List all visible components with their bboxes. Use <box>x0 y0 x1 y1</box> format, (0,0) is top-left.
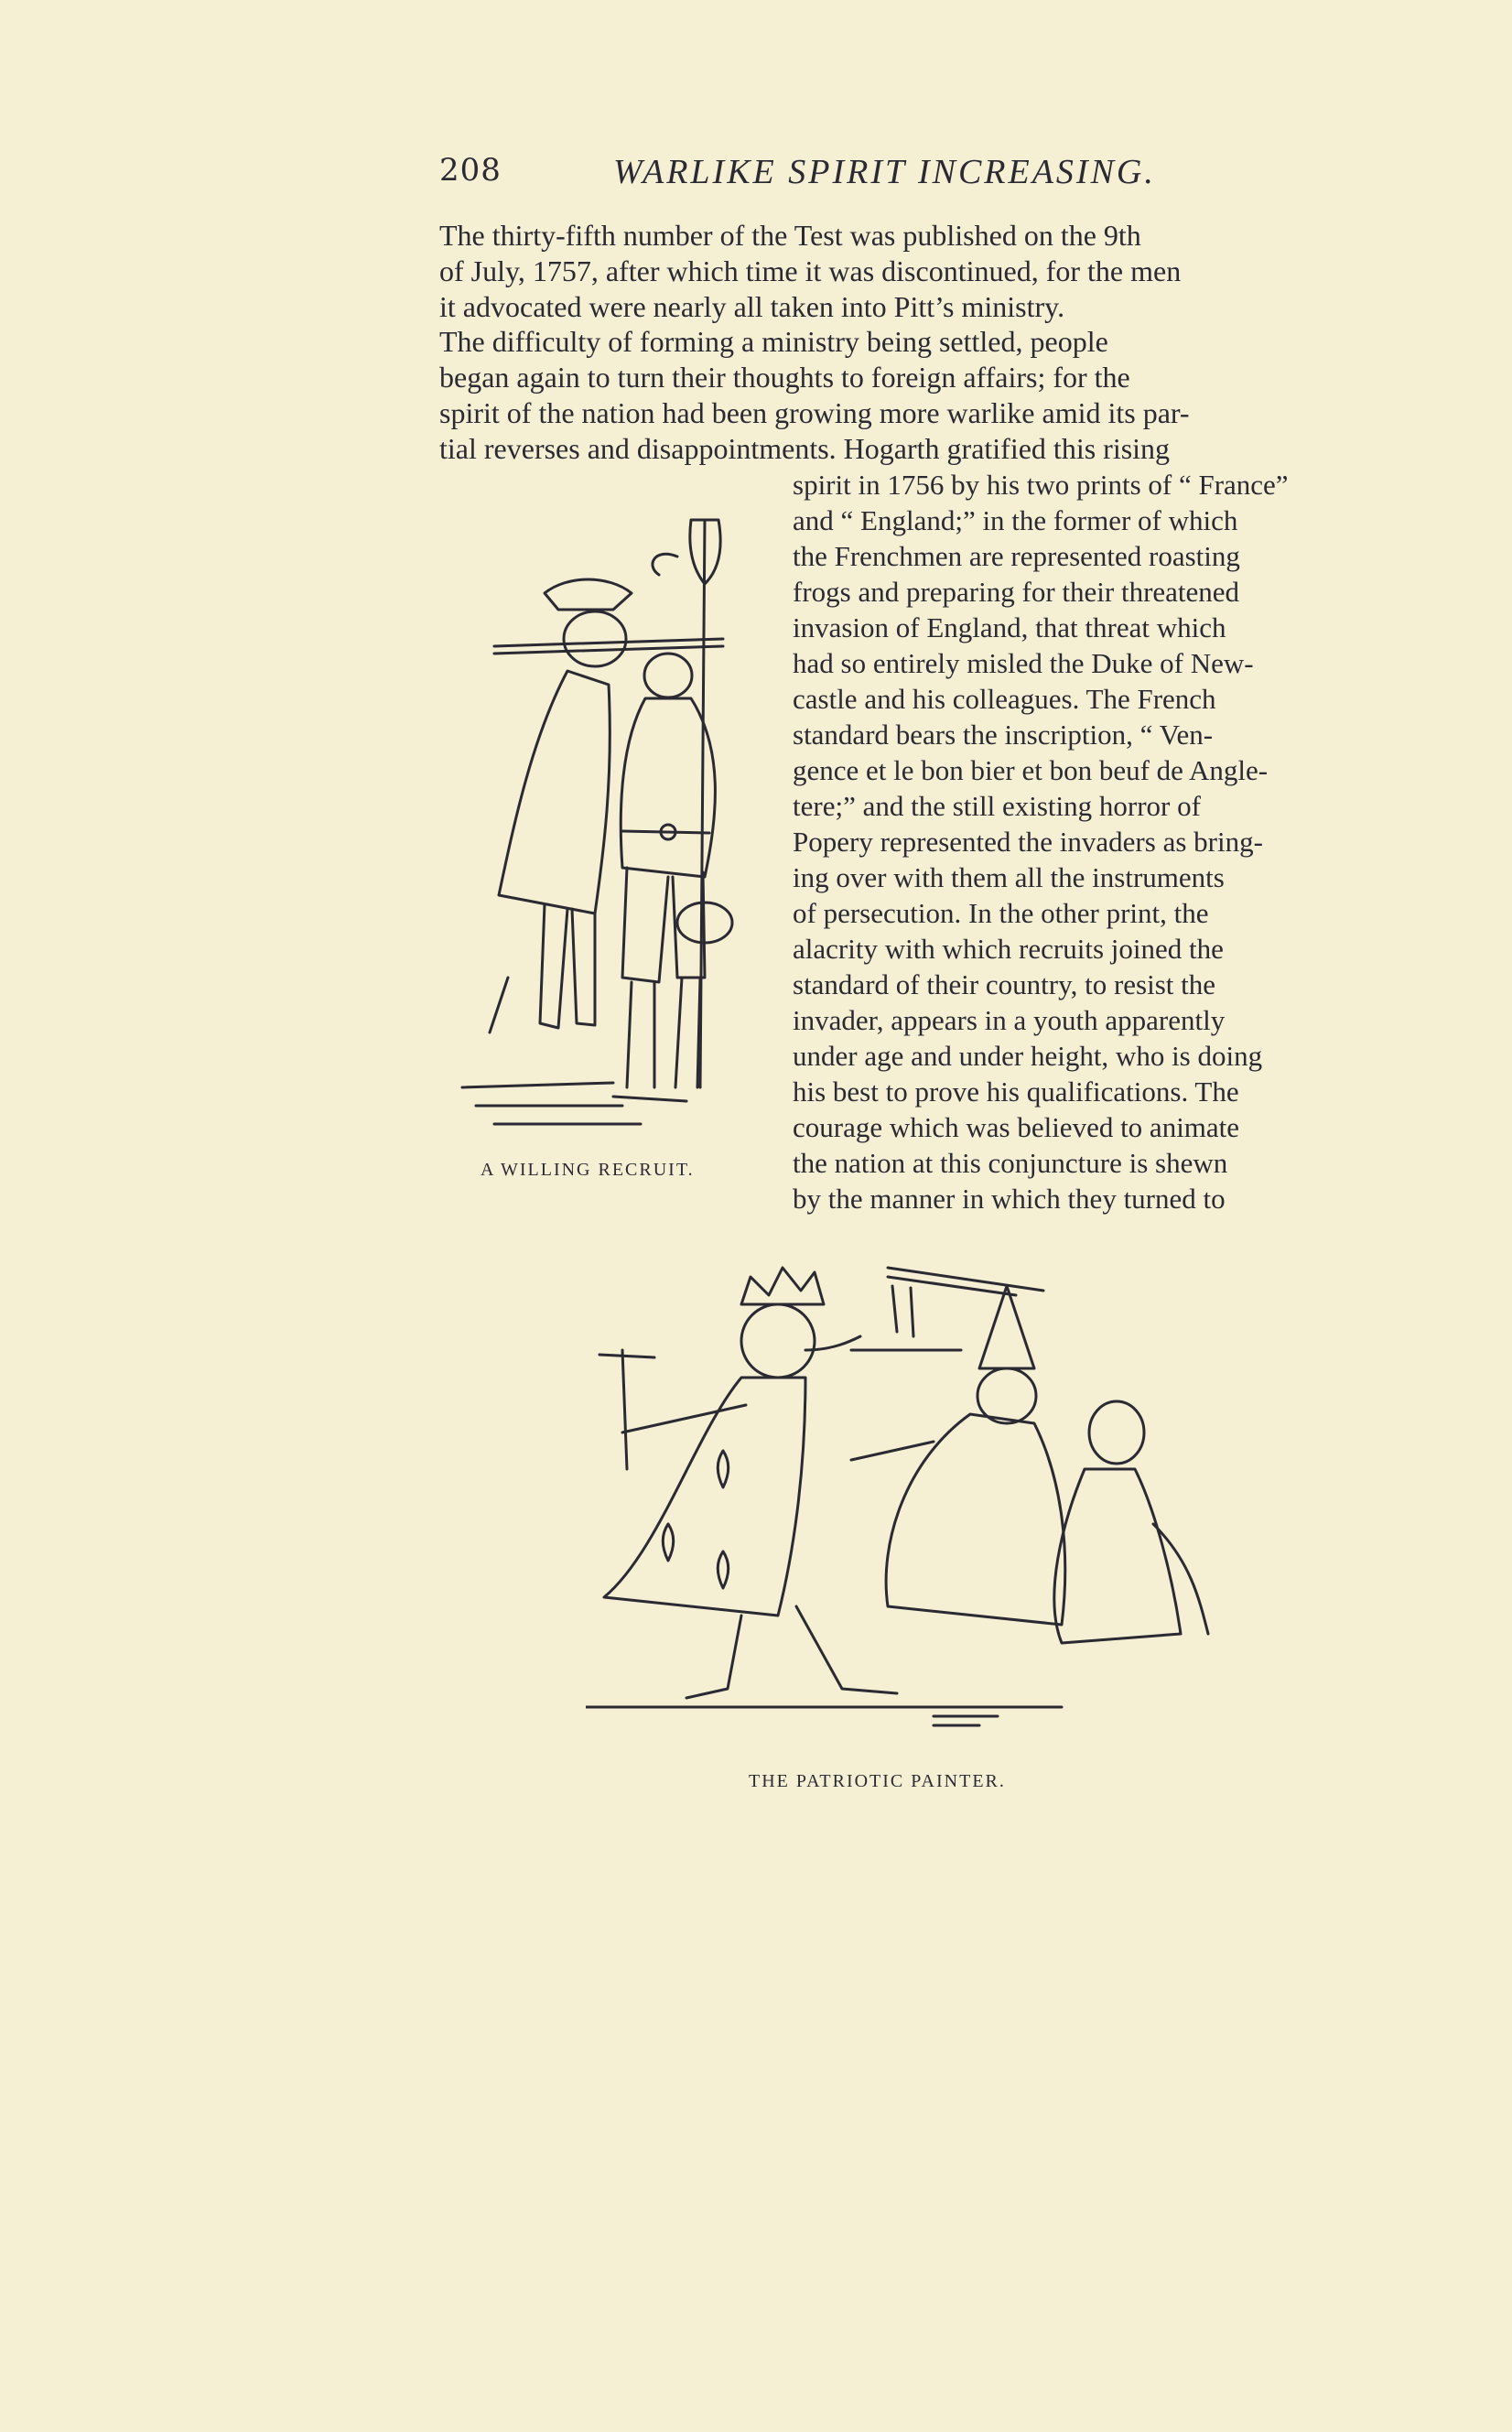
text-line: under age and under height, who is doing <box>793 1040 1263 1072</box>
text-line: invasion of England, that threat which <box>793 611 1226 643</box>
paragraph-2 <box>439 324 1391 467</box>
figure-caption: A WILLING RECRUIT. <box>481 1160 695 1180</box>
text-line: alacrity with which recruits joined the <box>793 933 1224 965</box>
text-line: by the manner in which they turned to <box>793 1183 1226 1215</box>
text-line: Popery represented the invaders as bring- <box>793 826 1263 858</box>
text-line: and “ England;” in the former of which <box>793 504 1238 536</box>
text-line: castle and his colleagues. The French <box>793 683 1216 715</box>
text-line: tere;” and the still existing horror of <box>793 790 1201 822</box>
text-line: the nation at this conjuncture is shewn <box>793 1147 1228 1179</box>
text-line: The difficulty of forming a ministry being settled, people <box>439 325 1108 358</box>
text-line: frogs and preparing for their threatened <box>793 576 1240 608</box>
text-line: ing over with them all the instruments <box>793 861 1225 893</box>
text-line: had so entirely misled the Duke of New- <box>793 647 1254 679</box>
text-line: began again to turn their thoughts to foreign affairs; for the <box>439 361 1130 394</box>
text-line: standard of their country, to resist the <box>793 968 1216 1000</box>
willing-recruit-illustration <box>458 502 769 1133</box>
text-line: standard bears the inscription, “ Ven- <box>793 719 1214 751</box>
figure-caption: THE PATRIOTIC PAINTER. <box>749 1771 1006 1791</box>
text-line: invader, appears in a youth apparently <box>793 1004 1226 1036</box>
running-title: WARLIKE SPIRIT INCREASING. <box>613 153 1156 191</box>
text-line: of July, 1757, after which time it was discontinued, for the men <box>439 254 1182 287</box>
running-head <box>439 152 1391 192</box>
text-line: The thirty-fifth number of the Test was published on the 9th <box>439 219 1141 252</box>
paragraph-1 <box>439 218 1391 325</box>
text-line: of persecution. In the other print, the <box>793 897 1209 929</box>
text-line: his best to prove his qualifications. The <box>793 1075 1239 1108</box>
page-number: 208 <box>439 152 502 189</box>
paragraph-3 <box>793 467 1391 1216</box>
text-line: tial reverses and disappointments. Hogarth gratified this rising <box>439 432 1171 465</box>
text-line: courage which was believed to animate <box>793 1111 1240 1143</box>
text-line: the Frenchmen are represented roasting <box>793 540 1240 572</box>
patriotic-painter-illustration <box>586 1249 1217 1744</box>
text-line: spirit of the nation had been growing more warlike amid its par- <box>439 396 1190 429</box>
text-line: it advocated were nearly all taken into Pitt’s ministry. <box>439 290 1065 323</box>
text-line: gence et le bon bier et bon beuf de Angle- <box>793 754 1269 786</box>
text-line: spirit in 1756 by his two prints of “ France” <box>793 469 1289 501</box>
